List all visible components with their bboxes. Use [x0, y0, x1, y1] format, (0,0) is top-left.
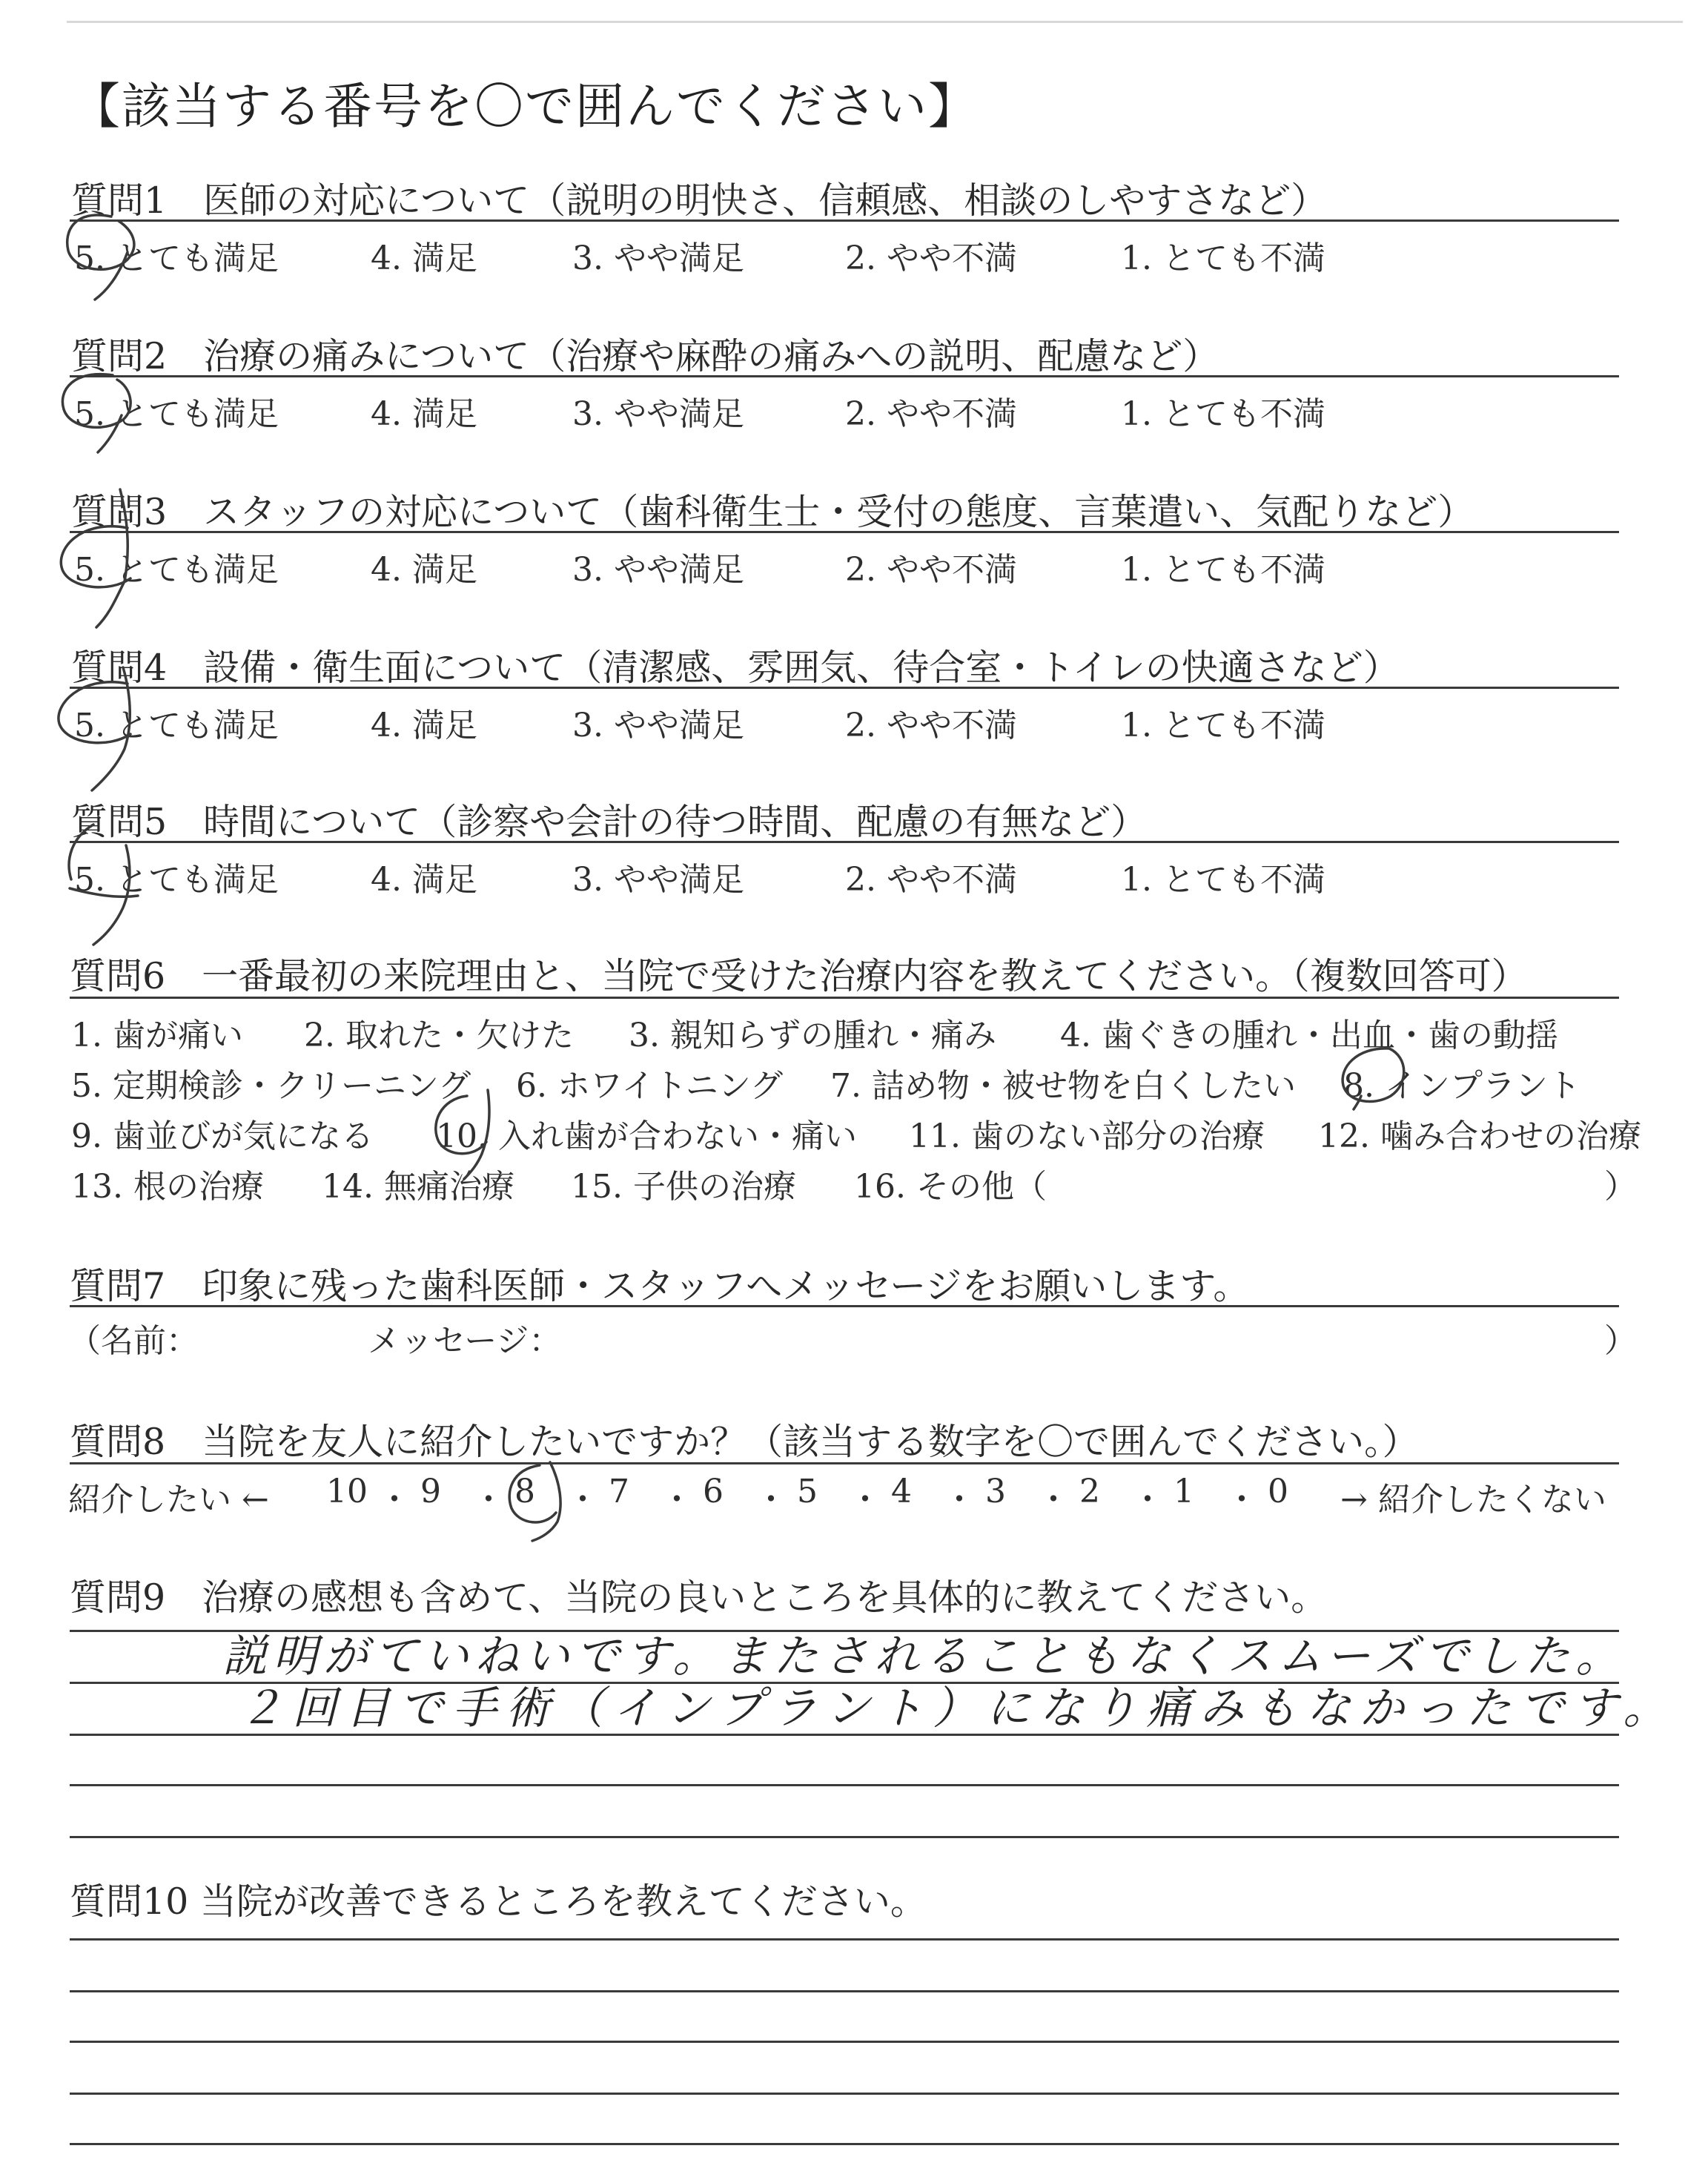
- q6-option-9[interactable]: 9. 歯並びが気になる: [71, 1117, 374, 1155]
- q3-option-3[interactable]: 3. やや満足: [572, 551, 744, 589]
- q2-title: 質問2 治療の痛みについて（治療や麻酔の痛みへの説明、配慮など）: [71, 335, 1219, 377]
- q8-scale-separator: ・: [849, 1481, 881, 1519]
- q10-rule-5: [70, 2143, 1619, 2145]
- q8-right-label: → 紹介したくない: [1340, 1481, 1606, 1519]
- q5-title: 質問5 時間について（診察や会計の待つ時間、配慮の有無など）: [71, 801, 1148, 843]
- q6-option-5[interactable]: 5. 定期検診・クリーニング: [71, 1067, 471, 1105]
- q8-scale-separator: ・: [566, 1481, 599, 1519]
- q9-handwritten-line-2: ２回目で手術（インプラント）になり痛みもなかったです。: [239, 1682, 1677, 1734]
- q6-option-14[interactable]: 14. 無痛治療: [322, 1168, 514, 1206]
- q8-title: 質問8 当院を友人に紹介したいですか？（該当する数字を〇で囲んでください。）: [70, 1421, 1419, 1463]
- q8-scale-value[interactable]: 0: [1268, 1473, 1288, 1510]
- q8-scale-separator: ・: [1037, 1481, 1070, 1519]
- q8-left-label: 紹介したい ←: [68, 1481, 269, 1519]
- q7-title: 質問7 印象に残った歯科医師・スタッフへメッセージをお願いします。: [70, 1265, 1250, 1307]
- q8-scale-value[interactable]: 3: [985, 1473, 1006, 1510]
- q8-scale-value[interactable]: 6: [703, 1473, 724, 1510]
- q6-option-11[interactable]: 11. 歯のない部分の治療: [909, 1117, 1265, 1155]
- q8-scale-value[interactable]: 7: [609, 1473, 629, 1510]
- q8-scale-value[interactable]: 8: [514, 1473, 535, 1510]
- q6-option-8[interactable]: 8. インプラント: [1343, 1067, 1580, 1105]
- q10-title: 質問10 当院が改善できるところを教えてください。: [70, 1880, 927, 1923]
- q10-rule-1: [70, 1938, 1619, 1941]
- q6-option-3[interactable]: 3. 親知らずの腫れ・痛み: [629, 1017, 996, 1054]
- q5-option-3[interactable]: 3. やや満足: [572, 861, 744, 899]
- q9-handwritten-line-1: 説明がていねいです。またされることもなくスムーズでした。: [222, 1631, 1626, 1682]
- q2-option-2[interactable]: 2. やや不満: [845, 395, 1017, 433]
- q8-scale-value[interactable]: 10: [326, 1473, 368, 1510]
- q8-scale-separator: ・: [943, 1481, 976, 1519]
- q1-option-3[interactable]: 3. やや満足: [572, 240, 744, 277]
- q6-title: 質問6 一番最初の来院理由と、当院で受けた治療内容を教えてください。（複数回答可）: [70, 955, 1528, 997]
- q8-scale-separator: ・: [1131, 1481, 1164, 1519]
- q6-option-15[interactable]: 15. 子供の治療: [571, 1168, 796, 1206]
- q6-other-close: ）: [1604, 1168, 1637, 1206]
- q6-option-7[interactable]: 7. 詰め物・被せ物を白くしたい: [830, 1067, 1296, 1105]
- q6-option-16[interactable]: 16. その他（: [854, 1168, 1047, 1206]
- q8-scale-value[interactable]: 9: [420, 1473, 441, 1510]
- q1-title: 質問1 医師の対応について（説明の明快さ、信頼感、相談のしやすさなど）: [71, 179, 1328, 222]
- q2-option-5[interactable]: 5. とても満足: [74, 395, 279, 433]
- q5-option-1[interactable]: 1. とても不満: [1121, 861, 1325, 899]
- q2-option-4[interactable]: 4. 満足: [371, 395, 477, 433]
- q5-rule: [70, 841, 1619, 843]
- top-border-line: [67, 21, 1683, 23]
- q3-option-1[interactable]: 1. とても不満: [1121, 551, 1325, 589]
- q6-option-13[interactable]: 13. 根の治療: [71, 1168, 264, 1206]
- q3-option-5[interactable]: 5. とても満足: [74, 551, 279, 589]
- q3-option-4[interactable]: 4. 満足: [371, 551, 477, 589]
- q8-scale-separator: ・: [755, 1481, 787, 1519]
- q2-option-1[interactable]: 1. とても不満: [1121, 395, 1325, 433]
- q4-option-5[interactable]: 5. とても満足: [74, 707, 279, 744]
- q6-rule: [70, 997, 1619, 999]
- q8-scale-value[interactable]: 5: [797, 1473, 818, 1510]
- q8-scale-value[interactable]: 1: [1174, 1473, 1194, 1510]
- q8-scale-separator: ・: [661, 1481, 693, 1519]
- q3-rule: [70, 531, 1619, 533]
- q2-rule: [70, 375, 1619, 377]
- q10-rule-2: [70, 1990, 1619, 1992]
- q7-name-label: （名前：: [68, 1322, 199, 1360]
- q10-rule-4: [70, 2093, 1619, 2095]
- q8-rule: [70, 1462, 1619, 1464]
- q2-option-3[interactable]: 3. やや満足: [572, 395, 744, 433]
- q6-option-6[interactable]: 6. ホワイトニング: [516, 1067, 784, 1105]
- q4-rule: [70, 687, 1619, 689]
- q3-title: 質問3 スタッフの対応について（歯科衛生士・受付の態度、言葉遣い、気配りなど）: [71, 491, 1474, 533]
- q7-rule: [70, 1305, 1619, 1307]
- q6-option-10[interactable]: 10. 入れ歯が合わない・痛い: [436, 1117, 857, 1155]
- q5-option-5[interactable]: 5. とても満足: [74, 861, 279, 899]
- q7-close: ）: [1604, 1322, 1637, 1360]
- q1-rule: [70, 219, 1619, 222]
- q5-option-4[interactable]: 4. 満足: [371, 861, 477, 899]
- q4-option-4[interactable]: 4. 満足: [371, 707, 477, 744]
- q8-scale-separator: ・: [1225, 1481, 1258, 1519]
- q9-rule-4: [70, 1784, 1619, 1786]
- q6-option-4[interactable]: 4. 歯ぐきの腫れ・出血・歯の動揺: [1060, 1017, 1558, 1054]
- q8-scale-separator: ・: [378, 1481, 411, 1519]
- q3-option-2[interactable]: 2. やや不満: [845, 551, 1017, 589]
- q4-option-3[interactable]: 3. やや満足: [572, 707, 744, 744]
- q6-option-1[interactable]: 1. 歯が痛い: [71, 1017, 243, 1054]
- q9-rule-5: [70, 1836, 1619, 1838]
- q4-option-2[interactable]: 2. やや不満: [845, 707, 1017, 744]
- q6-option-2[interactable]: 2. 取れた・欠けた: [304, 1017, 574, 1054]
- q4-title: 質問4 設備・衛生面について（清潔感、雰囲気、待合室・トイレの快適さなど）: [71, 647, 1400, 689]
- q4-option-1[interactable]: 1. とても不満: [1121, 707, 1325, 744]
- page-header: 【該当する番号を〇で囲んでください】: [71, 78, 979, 135]
- q8-scale-separator: ・: [472, 1481, 505, 1519]
- q7-message-label: メッセージ：: [368, 1322, 562, 1360]
- q10-rule-3: [70, 2041, 1619, 2043]
- q5-option-2[interactable]: 2. やや不満: [845, 861, 1017, 899]
- q9-title: 質問9 治療の感想も含めて、当院の良いところを具体的に教えてください。: [70, 1576, 1328, 1619]
- q1-option-5[interactable]: 5. とても満足: [74, 240, 279, 277]
- q1-option-2[interactable]: 2. やや不満: [845, 240, 1017, 277]
- q8-scale-value[interactable]: 2: [1079, 1473, 1100, 1510]
- q1-option-1[interactable]: 1. とても不満: [1121, 240, 1325, 277]
- q1-option-4[interactable]: 4. 満足: [371, 240, 477, 277]
- q6-option-12[interactable]: 12. 噛み合わせの治療: [1318, 1117, 1641, 1155]
- q8-scale-value[interactable]: 4: [891, 1473, 912, 1510]
